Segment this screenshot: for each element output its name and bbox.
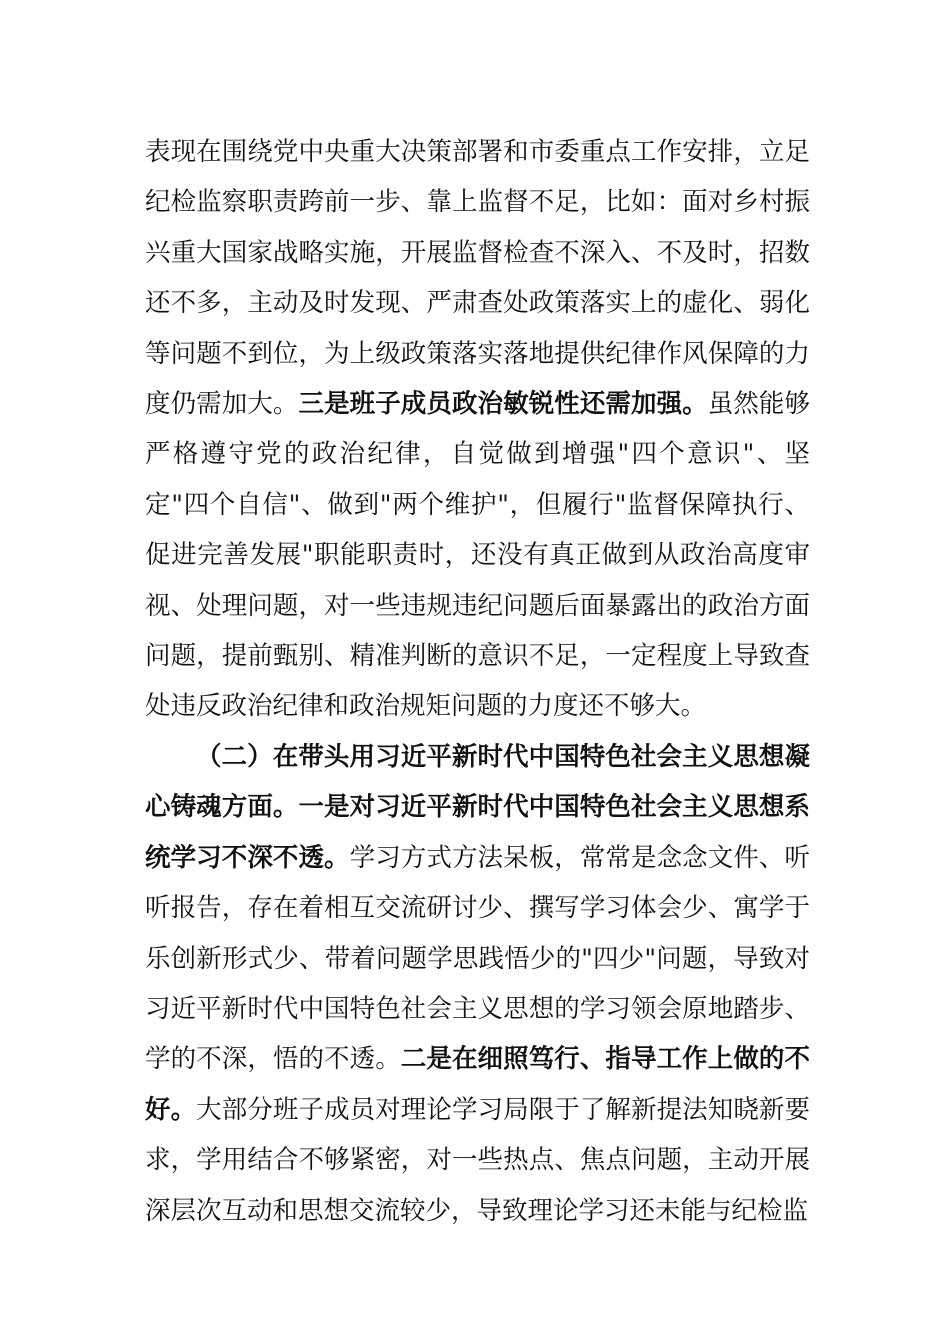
bold-heading: 三是班子成员政治敏锐性还需加强。 (298, 389, 708, 420)
bold-heading: 二是在细照笃行、指导工作上做的不好。 (145, 1044, 810, 1125)
paragraph-text: 大部分班子成员对理论学习局限于了解新提法知晓新要求，学用结合不够紧密，对一些热点、焦点问题，主动开展深层次互动和思想交流较少，导致理论学习还未能与纪检监 (145, 1094, 810, 1226)
paragraph-continuation (145, 127, 810, 732)
paragraph-text: 虽然能够严格遵守党的政治纪律，自觉做到增强"四个意识"、坚定"四个自信"、做到"两个维护"，但履行"监督保障执行、促进完善发展"职能职责时，还没有真正做到从政治高度审视、处理问题，对一些违规违纪问题后面暴露出的政治方面问题，提前甄别、精准判断的意识不足，一定程度上导致查处违反政治纪律和政治规矩问题的力度还不够大。 (145, 389, 810, 722)
section-heading: （二）在带头用习近平新时代中国特色社会主义思想凝心铸魂方面。一是对习近平新时代中国特色社会主义思想系统学习不深不透。 (145, 741, 810, 873)
paragraph-text: 表现在围绕党中央重大决策部署和市委重点工作安排，立足纪检监察职责跨前一步、靠上监督不足，比如：面对乡村振兴重大国家战略实施，开展监督检查不深入、不及时，招数还不多，主动及时发现、严肃查处政策落实上的虚化、弱化等问题不到位，为上级政策落实落地提供纪律作风保障的力度仍需加大。 (145, 137, 810, 420)
paragraph-text: 学习方式方法呆板，常常是念念文件、听听报告，存在着相互交流研讨少、撰写学习体会少、寓学于乐创新形式少、带着问题学思践悟少的"四少"问题，导致对习近平新时代中国特色社会主义思想的学习领会原地踏步、学的不深，悟的不透。 (145, 842, 810, 1075)
section-paragraph (145, 732, 810, 1236)
document-page (145, 127, 810, 1236)
